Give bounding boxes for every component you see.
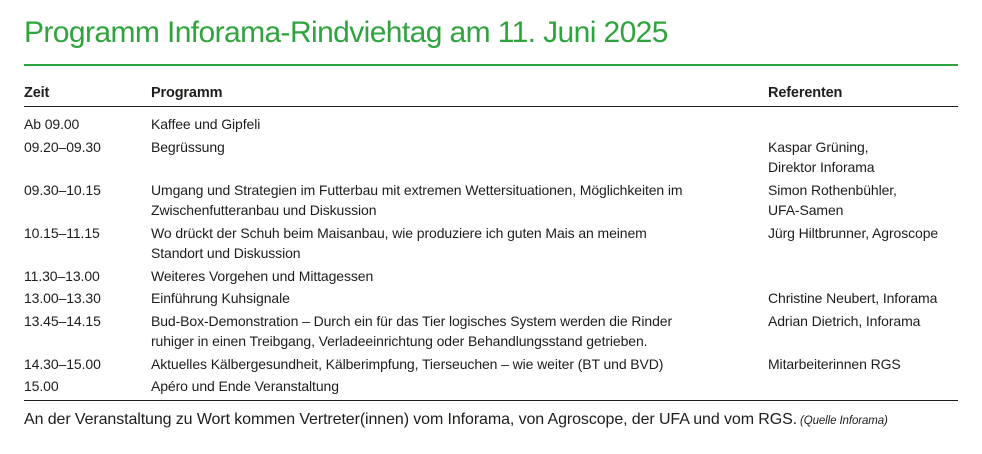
- program-line: Begrüssung: [151, 138, 225, 155]
- table-row: [24, 354, 958, 375]
- time-cell: 11.30–13.00: [24, 267, 100, 284]
- referent-line: Mitarbeiterinnen RGS: [768, 355, 901, 372]
- referent-cell: [768, 288, 958, 309]
- table-row: [24, 266, 958, 287]
- referent-cell: [768, 223, 958, 264]
- page-title: Programm Inforama-Rindviehtag am 11. Juni 2025: [24, 16, 668, 49]
- title-divider: [24, 64, 958, 66]
- referent-line: Direktor Inforama: [768, 159, 875, 175]
- program-cell: [151, 114, 768, 135]
- program-line: Apéro und Ende Veranstaltung: [151, 378, 339, 394]
- program-cell: [151, 180, 768, 221]
- table-row: [24, 180, 958, 221]
- table-bottom-divider: [24, 400, 958, 401]
- program-cell: [151, 376, 768, 397]
- table-row: [24, 223, 958, 264]
- footer-caption-text: An der Veranstaltung zu Wort kommen Vertreter(innen) vom Inforama, von Agroscope, der UFA und vom RGS.: [24, 410, 797, 428]
- referent-line: Kaspar Grüning,: [768, 138, 869, 155]
- referent-cell: [768, 266, 958, 287]
- referent-cell: [768, 114, 958, 135]
- program-line: Kaffee und Gipfeli: [151, 116, 261, 132]
- table-row: [24, 376, 958, 397]
- table-header-row: [24, 85, 958, 107]
- time-cell: 13.45–14.15: [24, 312, 101, 329]
- table-row: [24, 288, 958, 309]
- column-header-programm: Programm: [151, 85, 223, 101]
- referent-line: Simon Rothenbühler,: [768, 181, 897, 198]
- column-header-referenten: Referenten: [768, 85, 843, 101]
- program-line: Aktuelles Kälbergesundheit, Kälberimpfung, Tierseuchen – wie weiter (BT und BVD): [151, 355, 664, 372]
- table-row: [24, 137, 958, 178]
- program-table-body: [24, 114, 958, 397]
- program-line: Einführung Kuhsignale: [151, 290, 290, 306]
- footer-caption: [24, 409, 958, 432]
- referent-line: UFA-Samen: [768, 202, 844, 218]
- table-row: [24, 311, 958, 352]
- program-line: Standort und Diskussion: [151, 245, 301, 261]
- program-cell: [151, 354, 768, 375]
- program-cell: [151, 223, 768, 264]
- column-header-zeit: Zeit: [24, 85, 50, 101]
- time-cell: Ab 09.00: [24, 116, 80, 132]
- program-line: Wo drückt der Schuh beim Maisanbau, wie produziere ich guten Mais an meinem: [151, 224, 647, 241]
- referent-cell: [768, 180, 958, 221]
- referent-line: Adrian Dietrich, Inforama: [768, 312, 921, 329]
- referent-cell: [768, 354, 958, 375]
- program-cell: [151, 288, 768, 309]
- time-cell: 09.20–09.30: [24, 138, 101, 155]
- referent-cell: [768, 376, 958, 397]
- program-line: Umgang und Strategien im Futterbau mit extremen Wettersituationen, Möglichkeiten im: [151, 181, 683, 198]
- program-line: ruhiger in einen Treibgang, Verladeeinrichtung oder Behandlungsstand getrieben.: [151, 333, 648, 349]
- table-row: [24, 114, 958, 135]
- time-cell: 13.00–13.30: [24, 290, 101, 306]
- program-line: Zwischenfutteranbau und Diskussion: [151, 202, 377, 218]
- time-cell: 09.30–10.15: [24, 181, 101, 198]
- time-cell: 14.30–15.00: [24, 355, 101, 372]
- footer-source-note: (Quelle Inforama): [800, 414, 888, 427]
- time-cell: 15.00: [24, 378, 59, 394]
- referent-cell: [768, 137, 958, 178]
- document-page: [0, 14, 982, 454]
- referent-line: Jürg Hiltbrunner, Agroscope: [768, 224, 939, 241]
- program-cell: [151, 266, 768, 287]
- referent-line: Christine Neubert, Inforama: [768, 290, 938, 306]
- program-cell: [151, 311, 768, 352]
- referent-cell: [768, 311, 958, 352]
- time-cell: 10.15–11.15: [24, 224, 100, 241]
- program-cell: [151, 137, 768, 178]
- program-line: Bud-Box-Demonstration – Durch ein für das Tier logisches System werden die Rinder: [151, 312, 673, 329]
- program-line: Weiteres Vorgehen und Mittagessen: [151, 267, 374, 284]
